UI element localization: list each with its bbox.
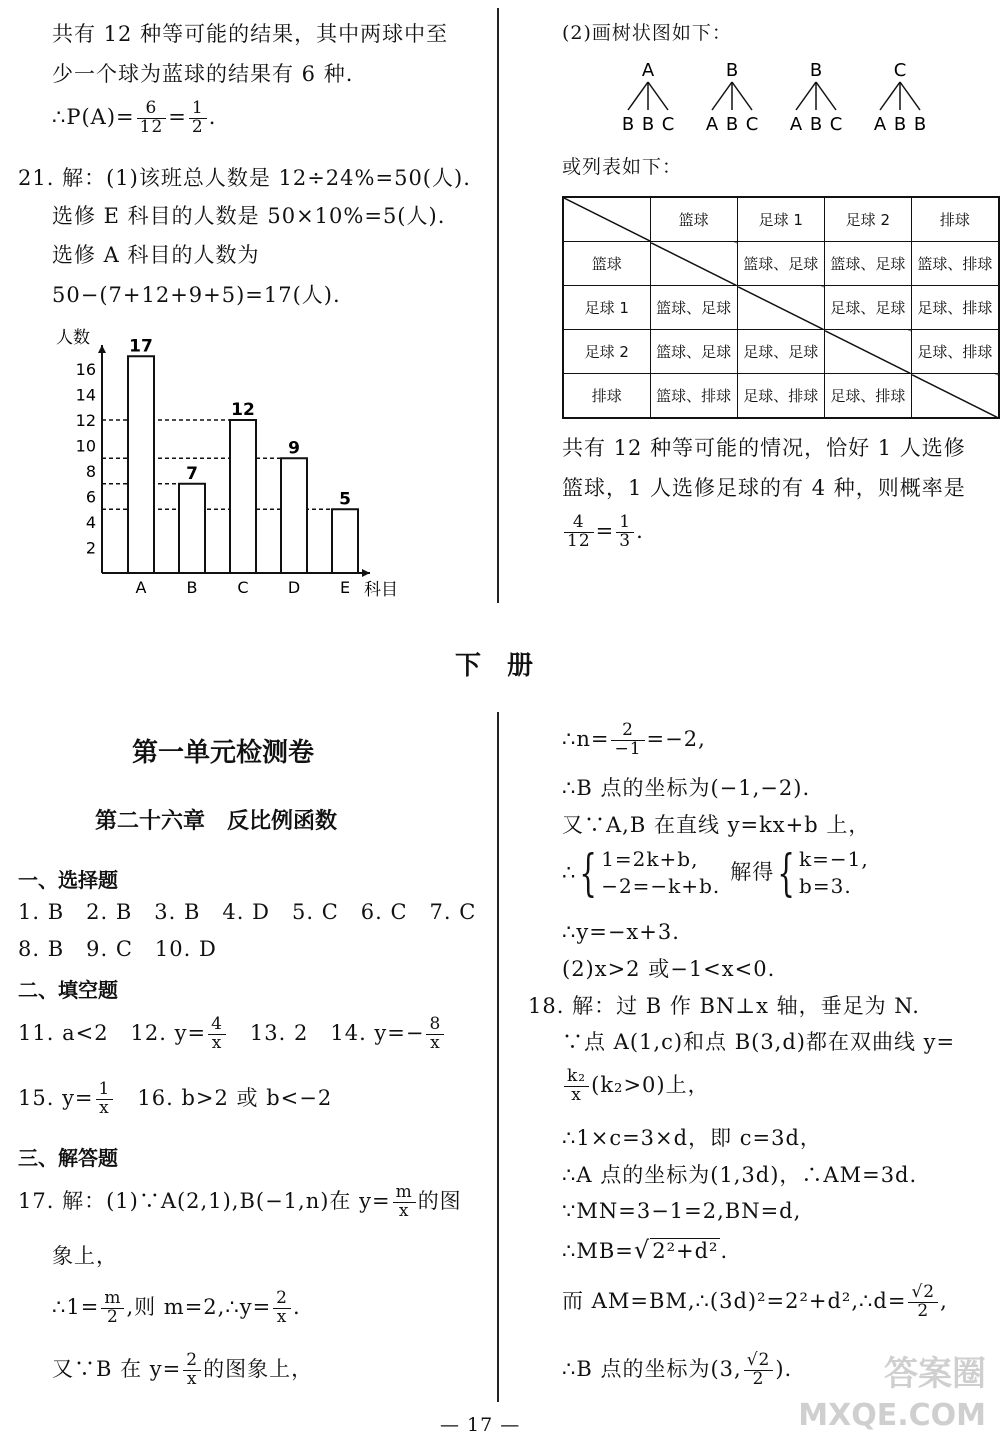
tree-leaf-label: A (705, 114, 719, 135)
fraction (208, 1016, 226, 1053)
volume-title: 下 册 (455, 651, 534, 681)
tree-leaf-label: B (641, 114, 655, 135)
fraction (908, 1284, 938, 1321)
formula-part: . (293, 1294, 301, 1319)
y-tick-label: 8 (85, 462, 96, 481)
numerator: k₂ (564, 1068, 589, 1087)
x-tick-label: E (339, 578, 351, 597)
formula-part: 解得 (730, 860, 775, 885)
denominator: x (186, 1368, 198, 1389)
tree-branch (732, 82, 752, 110)
formula-part: ∴B 点的坐标为(3, (562, 1356, 742, 1381)
tree-leaf-label: B (621, 114, 635, 135)
numerator: 2 (273, 1290, 291, 1309)
text-line: ∴y=−x+3. (562, 920, 680, 944)
bar (128, 356, 154, 573)
question-17-line (18, 1184, 462, 1221)
tree-leaf-label: C (745, 114, 759, 135)
denominator: 12 (567, 530, 591, 551)
numerator: √2 (744, 1352, 774, 1371)
y-tick-label: 14 (75, 385, 96, 405)
formula-part: 17. 解：(1)∵A(2,1),B(−1,n)在 y= (18, 1188, 391, 1213)
tree-leaf-label: A (873, 114, 887, 135)
table-cell: 足球、足球 (737, 330, 824, 374)
y-tick-label: 10 (75, 436, 96, 456)
tree-branch (712, 82, 732, 110)
tree-root-label: A (641, 60, 655, 81)
numerator: 2 (183, 1352, 201, 1371)
text-line: 少一个球为蓝球的结果有 6 种. (52, 62, 354, 86)
numerator: 8 (426, 1016, 444, 1035)
answer-row: 1. B 2. B 3. B 4. D 5. C 6. C 7. C (18, 900, 477, 924)
formula-part: 而 AM=BM,∴(3d)²=2²+d²,∴d= (562, 1288, 907, 1313)
bar (332, 509, 358, 573)
table-header: 足球 1 (737, 197, 824, 242)
formula-part: ∴ (562, 860, 577, 885)
text-line (562, 1284, 948, 1321)
text-line: 选修 A 科目的人数为 (52, 243, 260, 267)
text-line: ∵MN=3−1=2,BN=d, (562, 1199, 802, 1223)
table-cell: 篮球、排球 (650, 374, 737, 419)
numerator: 4 (208, 1016, 226, 1035)
equation: −2=−k+b. (601, 874, 721, 898)
table-cell: 篮球 (563, 242, 650, 286)
fraction (564, 1068, 589, 1105)
numerator: m (393, 1184, 416, 1203)
formula-part: = (595, 518, 615, 543)
section-heading: 一、选择题 (18, 868, 118, 892)
fraction (393, 1184, 416, 1221)
tree-leaf-label: B (913, 114, 927, 135)
x-tick-label: A (135, 578, 147, 597)
tree-diagram (610, 58, 940, 138)
fraction (137, 100, 167, 137)
numerator: 4 (564, 514, 594, 533)
table-cell: 篮球、足球 (737, 242, 824, 286)
formula-part: 的图 (417, 1188, 462, 1213)
tree-branch (816, 82, 836, 110)
table-cell: 足球 1 (563, 286, 650, 330)
system-left (601, 846, 720, 900)
fraction (183, 1352, 201, 1389)
table-cell: 足球、排球 (911, 286, 999, 330)
fraction (564, 514, 594, 551)
formula-part: =−2, (646, 726, 706, 751)
fraction (101, 1290, 124, 1327)
denominator: x (571, 1084, 582, 1105)
denominator: x (430, 1032, 441, 1053)
equation: 1=2k+b, (601, 847, 699, 871)
text-line: 共有 12 种等可能的结果，其中两球中至 (52, 22, 449, 46)
n-formula (562, 722, 706, 759)
text-line: ∴B 点的坐标为(−1,−2). (562, 776, 811, 800)
formula-part: ,则 m=2,∴y= (126, 1294, 272, 1319)
formula-part: . (636, 518, 644, 543)
system-right (799, 846, 869, 900)
numerator: 1 (189, 100, 207, 119)
question-17-formula (52, 1352, 313, 1389)
section-heading: 三、解答题 (18, 1146, 118, 1170)
table-corner (563, 197, 650, 242)
fraction (616, 514, 634, 551)
table-row (563, 330, 999, 374)
table-cell: 足球、足球 (824, 286, 911, 330)
equation: b=3. (799, 874, 852, 898)
y-axis-arrow-icon (98, 345, 106, 353)
table-row (563, 286, 999, 330)
tree-title: (2)画树状图如下： (562, 22, 732, 44)
denominator: 2 (752, 1368, 765, 1389)
bar-data-label: 7 (186, 463, 198, 484)
bar (230, 420, 256, 573)
text-line: ∴A 点的坐标为(1,3d)，∴AM=3d. (562, 1163, 918, 1187)
probability-formula (52, 100, 216, 137)
text-line (562, 1352, 792, 1389)
fraction (426, 1016, 444, 1053)
formula-part: = (168, 104, 187, 129)
equation-system (562, 846, 869, 900)
table-cell: 足球、排球 (737, 374, 824, 419)
bar-data-label: 5 (339, 489, 351, 510)
conclusion-line: 篮球，1 人选修足球的有 4 种，则概率是 (562, 476, 966, 500)
table-title: 或列表如下： (562, 156, 683, 178)
y-tick-label: 16 (75, 360, 96, 379)
watermark-text: MXQE.COM (798, 1398, 986, 1433)
table-cell: 篮球、足球 (824, 242, 911, 286)
fill-answers-row (18, 1081, 332, 1118)
fraction (273, 1290, 291, 1327)
text-line: 又∵A,B 在直线 y=kx+b 上， (562, 813, 871, 837)
table-cell: 篮球、足球 (650, 330, 737, 374)
table-header: 排球 (911, 197, 999, 242)
text-line: (2)x>2 或−1<x<0. (562, 957, 776, 981)
x-tick-label: D (287, 578, 301, 597)
tree-leaf-label: B (725, 114, 739, 135)
denominator: x (99, 1097, 110, 1118)
table-row (563, 374, 999, 419)
fraction (744, 1352, 774, 1389)
denominator: 2 (917, 1300, 930, 1321)
denominator: x (276, 1306, 288, 1327)
tree-leaf-label: B (893, 114, 907, 135)
section-heading: 二、填空题 (18, 978, 118, 1002)
fraction (96, 1081, 114, 1118)
sqrt-icon: √ (633, 1236, 651, 1264)
radicand: 2²+d² (652, 1239, 719, 1263)
table-header: 篮球 (650, 197, 737, 242)
x-tick-label: B (186, 578, 198, 597)
tree-branch (900, 82, 920, 110)
text-line (562, 1236, 728, 1265)
table-cell-diagonal (650, 242, 737, 286)
table-cell-diagonal (911, 374, 999, 419)
denominator: 12 (139, 116, 164, 137)
denominator: 3 (619, 530, 632, 551)
y-axis-label: 人数 (56, 328, 90, 348)
bar-data-label: 17 (129, 336, 153, 357)
fraction (189, 100, 207, 137)
text-line: 50−(7+12+9+5)=17(人). (52, 283, 341, 307)
formula-part: 13. 2 14. y=− (227, 1020, 425, 1045)
brace-icon: { (579, 844, 598, 902)
formula-part: 16. b>2 或 b<−2 (115, 1085, 333, 1110)
x-axis-label: 科目 (364, 580, 398, 600)
formula-part: 11. a<2 12. y= (18, 1020, 207, 1045)
formula-part: ∴P(A)= (52, 104, 135, 129)
numerator: 1 (96, 1081, 114, 1100)
formula-part: 又∵B 在 y= (52, 1356, 182, 1381)
table-cell: 篮球、足球 (650, 286, 737, 330)
y-tick-label: 2 (85, 538, 96, 558)
tree-root-label: C (893, 60, 907, 81)
formula-part: ∴n= (562, 726, 610, 751)
denominator: 2 (106, 1306, 119, 1327)
numerator: 2 (611, 722, 644, 741)
column-divider (497, 8, 499, 603)
fraction (611, 722, 644, 759)
formula-part: ). (775, 1356, 793, 1381)
table-cell-diagonal (824, 330, 911, 374)
formula-part: 的图象上， (203, 1356, 314, 1381)
formula-part: ∴1= (52, 1294, 100, 1319)
tree-branch (648, 82, 668, 110)
numerator: 1 (616, 514, 634, 533)
tree-branch (628, 82, 648, 110)
text-line: 选修 E 科目的人数是 50×10%=5(人). (52, 204, 446, 228)
table-cell: 足球、排球 (824, 374, 911, 419)
x-axis-arrow-icon (362, 569, 370, 577)
fill-answers-row (18, 1016, 446, 1053)
conclusion-line: 共有 12 种等可能的情况，恰好 1 人选修 (562, 436, 966, 460)
question-17-formula (52, 1290, 301, 1327)
table-cell: 足球、排球 (911, 330, 999, 374)
table-cell-diagonal (737, 286, 824, 330)
text-line: ∵点 A(1,c)和点 B(3,d)都在双曲线 y= (562, 1030, 956, 1054)
unit-title: 第一单元检测卷 (132, 738, 315, 768)
text-line: ∴1×c=3×d，即 c=3d， (562, 1126, 822, 1150)
denominator: x (398, 1200, 410, 1221)
formula-part: 15. y= (18, 1085, 94, 1110)
table-row (563, 242, 999, 286)
numerator: m (101, 1290, 124, 1309)
answer-row: 8. B 9. C 10. D (18, 937, 217, 961)
formula-part: , (940, 1288, 948, 1313)
tree-leaf-label: B (809, 114, 823, 135)
x-tick-label: C (237, 578, 249, 597)
conclusion-formula (562, 514, 644, 551)
tree-leaf-label: C (661, 114, 675, 135)
tree-root-label: B (809, 60, 823, 81)
table-header: 足球 2 (824, 197, 911, 242)
y-tick-label: 4 (85, 513, 96, 532)
bar-chart (40, 325, 420, 610)
formula-part: . (208, 104, 217, 129)
denominator: −1 (614, 738, 642, 759)
brace-icon: { (777, 844, 796, 902)
tree-leaf-label: A (789, 114, 803, 135)
formula-part: (k₂>0)上， (591, 1072, 710, 1097)
denominator: x (211, 1032, 223, 1053)
table-row (563, 197, 999, 242)
page-number: — 17 — (440, 1414, 521, 1436)
watermark-logo: 答案圈 (884, 1354, 986, 1394)
numerator: 6 (137, 100, 167, 119)
bar (179, 484, 205, 573)
bar-data-label: 9 (288, 438, 300, 459)
y-tick-label: 6 (85, 487, 96, 507)
bar-data-label: 12 (231, 400, 255, 420)
tree-branch (880, 82, 900, 110)
denominator: 2 (191, 116, 204, 137)
question-21-line: 21. 解：(1)该班总人数是 12÷24%=50(人). (18, 166, 471, 190)
column-divider (497, 712, 499, 1402)
tree-branch (796, 82, 816, 110)
equation: k=−1, (799, 847, 869, 871)
numerator: √2 (908, 1284, 938, 1303)
chapter-title: 第二十六章 反比例函数 (95, 809, 338, 834)
question-18-line: 18. 解：过 B 作 BN⊥x 轴，垂足为 N. (528, 994, 920, 1018)
bar (281, 458, 307, 573)
table-cell: 篮球、排球 (911, 242, 999, 286)
y-tick-label: 12 (75, 411, 96, 430)
formula-part: . (720, 1239, 729, 1263)
tree-leaf-label: C (829, 114, 843, 135)
table-cell: 排球 (563, 374, 650, 419)
formula-part: ∴MB= (562, 1239, 634, 1263)
outcome-table (562, 196, 1000, 419)
tree-root-label: B (725, 60, 739, 81)
table-cell: 足球 2 (563, 330, 650, 374)
text-line (562, 1068, 710, 1105)
text-line: 象上， (52, 1244, 118, 1268)
